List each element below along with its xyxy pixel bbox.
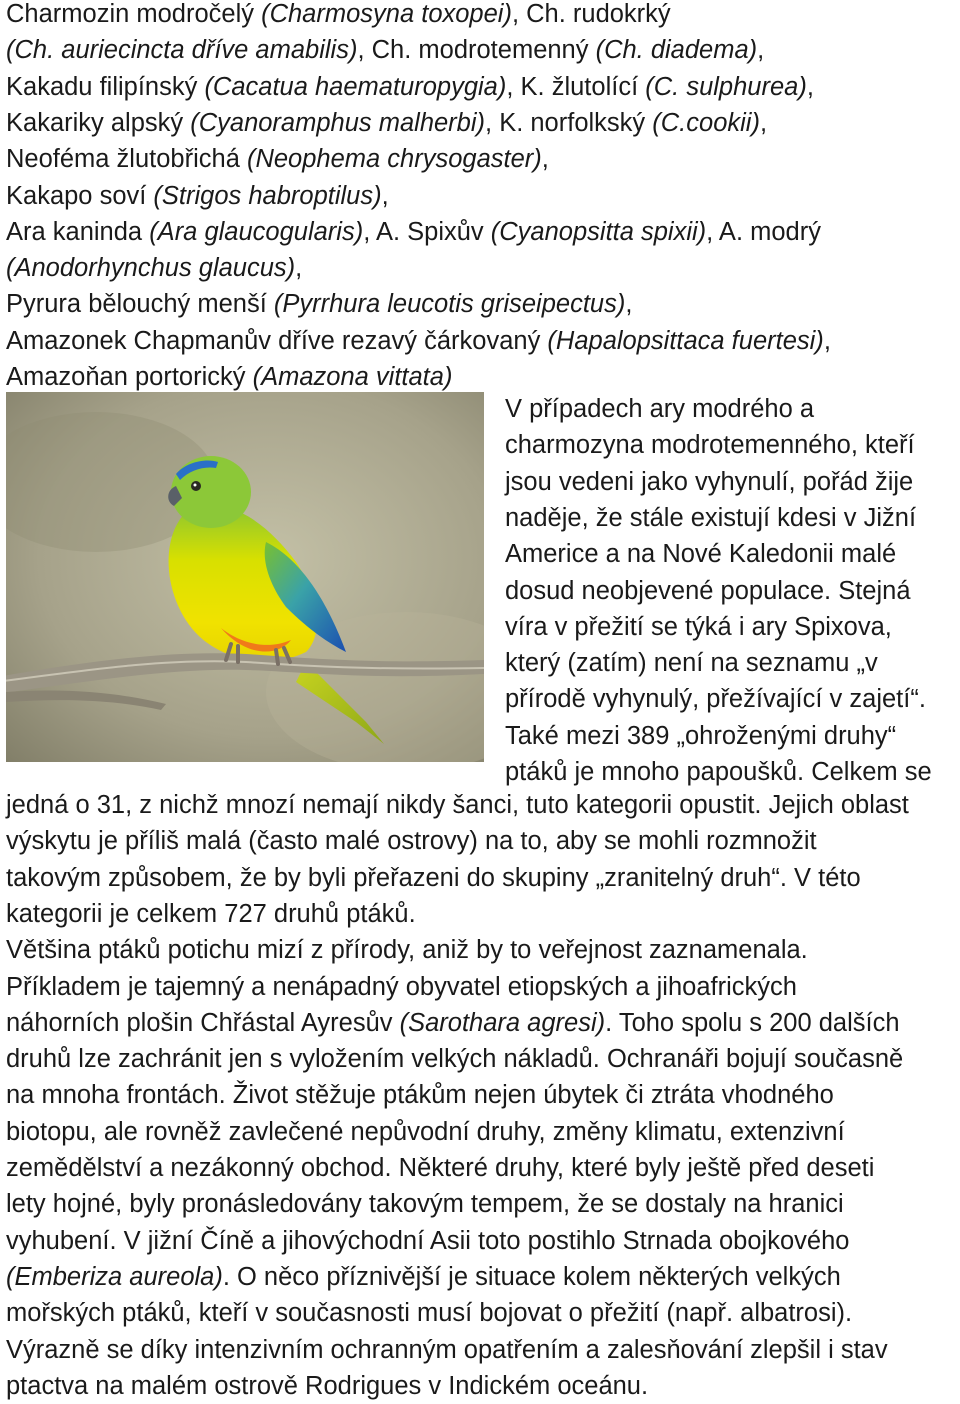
text-segment: Amazonek Chapmanův dříve rezavý čárkovaný	[6, 326, 548, 355]
text-segment: vyhubení. V jižní Číně a jihovýchodní Asii toto postihlo Strnada obojkového	[6, 1226, 850, 1255]
text-line	[6, 896, 416, 932]
latin-name: (Charmosyna toxopei)	[261, 0, 512, 28]
text-segment: ,	[806, 72, 814, 101]
text-line	[6, 1223, 849, 1259]
text-line	[6, 1041, 903, 1077]
text-line	[505, 500, 916, 536]
text-segment: přírodě vyhynulý, přežívající v zajetí“.	[505, 685, 926, 714]
latin-name: (Amazona vittata)	[252, 363, 453, 391]
text-segment: Výrazně se díky intenzivním ochranným opatřením a zalesňování zlepšil i stav	[6, 1335, 888, 1364]
text-line	[505, 718, 896, 754]
text-segment: Také mezi 389 „ohroženými druhy“	[505, 721, 897, 750]
text-segment: V případech ary modrého a	[505, 395, 815, 423]
text-line	[505, 427, 915, 463]
text-segment: , A. Spixův	[363, 217, 491, 246]
text-segment: naděje, že stále existují kdesi v Jižní	[505, 503, 917, 532]
text-line	[6, 823, 817, 859]
text-segment: . O něco příznivější je situace kolem některých velkých	[222, 1262, 841, 1291]
parrot-photo	[6, 392, 484, 762]
text-line	[6, 105, 767, 141]
text-line	[6, 1368, 648, 1404]
text-segment: ,	[381, 181, 389, 210]
text-segment: víra v přežití se týká i ary Spixova,	[505, 612, 892, 641]
text-line	[505, 464, 913, 500]
text-segment: ,	[295, 254, 303, 283]
latin-name: (Cacatua haematuropygia)	[204, 72, 507, 101]
text-segment: Kakadu filipínský	[6, 72, 205, 101]
text-segment: Kakariky alpský	[6, 108, 191, 137]
latin-name: (Cyanoramphus malherbi)	[190, 108, 486, 137]
text-segment: ,	[541, 145, 549, 174]
text-line	[6, 1332, 888, 1368]
text-line	[6, 1186, 844, 1222]
text-line	[6, 250, 302, 286]
text-segment: jsou vedeni jako vyhynulí, pořád žije	[505, 467, 914, 496]
latin-name: (Ch. diadema)	[595, 36, 758, 65]
text-segment: ptactva na malém ostrově Rodrigues v Indickém oceánu.	[6, 1371, 649, 1400]
latin-name: (Cyanopsitta spixii)	[490, 217, 707, 246]
text-line	[6, 141, 549, 177]
text-segment: , Ch. rudokrký	[511, 0, 671, 28]
text-line	[6, 214, 821, 250]
latin-name: (Pyrrhura leucotis griseipectus)	[273, 290, 626, 319]
text-line	[6, 0, 671, 32]
text-line	[6, 359, 452, 395]
text-line	[6, 787, 909, 823]
text-segment: Pyrura bělouchý menší	[6, 290, 274, 319]
text-line	[505, 645, 878, 681]
text-line	[6, 1005, 900, 1041]
text-segment: Americe a na Nové Kaledonii malé	[505, 540, 897, 569]
text-segment: kategorii je celkem 727 druhů ptáků.	[6, 899, 416, 928]
text-segment: Charmozin modročelý	[6, 0, 262, 28]
text-segment: Příkladem je tajemný a nenápadný obyvatel etiopských a jihoafrických	[6, 972, 797, 1001]
latin-name: (C.cookii)	[652, 108, 760, 137]
text-line	[6, 1077, 834, 1113]
text-line	[6, 1150, 874, 1186]
text-line	[6, 286, 632, 322]
text-segment: Ara kaninda	[6, 217, 150, 246]
text-segment: druhů lze zachránit jen s vyložením velkých nákladů. Ochranáři bojují současně	[6, 1045, 904, 1074]
text-line	[6, 178, 389, 214]
text-segment: biotopu, ale rovněž zavlečené nepůvodní druhy, změny klimatu, extenzivní	[6, 1117, 845, 1146]
text-line	[6, 1114, 845, 1150]
text-segment: náhorních plošin Chřástal Ayresův	[6, 1008, 400, 1037]
text-line	[6, 1259, 841, 1295]
text-segment: charmozyna modrotemenného, kteří	[505, 431, 915, 460]
text-segment: ,	[757, 36, 765, 65]
text-segment: Většina ptáků potichu mizí z přírody, aniž by to veřejnost zaznamenala.	[6, 936, 808, 965]
text-line	[6, 1295, 852, 1331]
latin-name: (Ch. auriecincta dříve amabilis)	[6, 36, 358, 65]
latin-name: (Strigos habroptilus)	[153, 181, 382, 210]
text-segment: zemědělství a nezákonný obchod. Některé druhy, které byly ještě před deseti	[6, 1154, 875, 1182]
text-line	[6, 860, 861, 896]
text-segment: výskytu je příliš malá (často malé ostrovy) na to, aby se mohli rozmnožit	[6, 827, 817, 856]
text-line	[505, 573, 911, 609]
text-segment: takovým způsobem, že by byli přeřazeni do skupiny „zranitelný druh“. V této	[6, 863, 861, 892]
text-segment: mořských ptáků, kteří v současnosti musí bojovat o přežití (např. albatrosi).	[6, 1299, 853, 1328]
text-line	[6, 323, 831, 359]
text-line	[505, 609, 892, 645]
text-segment: , K. norfolkský	[485, 108, 653, 137]
text-segment: lety hojné, byly pronásledovány takovým tempem, že se dostaly na hranici	[6, 1190, 844, 1219]
text-line	[505, 536, 896, 572]
latin-name: (Ara glaucogularis)	[149, 217, 364, 246]
text-segment: ,	[759, 108, 768, 137]
orange-bellied-parrot-image	[6, 392, 484, 762]
text-line	[6, 69, 814, 105]
text-segment: , Ch. modrotemenný	[357, 36, 596, 65]
latin-name: (Emberiza aureola)	[6, 1262, 223, 1291]
text-segment: ptáků je mnoho papoušků. Celkem se	[505, 758, 932, 786]
latin-name: (Neophema chrysogaster)	[246, 145, 542, 174]
latin-name: (Sarothara agresi)	[399, 1008, 606, 1037]
text-segment: jedná o 31, z nichž mnozí nemají nikdy šanci, tuto kategorii opustit. Jejich oblast	[6, 791, 909, 819]
text-line	[6, 969, 797, 1005]
text-segment: . Toho spolu s 200 dalších	[605, 1008, 900, 1037]
text-segment: na mnoha frontách. Život stěžuje ptákům nejen úbytek či ztráta vhodného	[6, 1081, 834, 1110]
text-line	[505, 391, 814, 427]
latin-name: (C. sulphurea)	[645, 72, 807, 101]
text-segment: dosud neobjevené populace. Stejná	[505, 576, 911, 605]
text-segment: , A. modrý	[706, 217, 821, 246]
text-segment: Amazoňan portorický	[6, 363, 253, 391]
text-segment: Neoféma žlutobřichá	[6, 145, 247, 174]
text-segment: , K. žlutolící	[506, 72, 646, 101]
text-segment: Kakapo soví	[6, 181, 154, 210]
text-line	[505, 754, 932, 790]
text-segment: ,	[823, 326, 831, 355]
latin-name: (Anodorhynchus glaucus)	[6, 254, 296, 283]
text-segment: který (zatím) není na seznamu „v	[505, 649, 878, 678]
text-line	[6, 32, 764, 68]
text-line	[6, 932, 808, 968]
text-segment: ,	[625, 290, 633, 319]
text-line	[505, 681, 926, 717]
latin-name: (Hapalopsittaca fuertesi)	[547, 326, 824, 355]
